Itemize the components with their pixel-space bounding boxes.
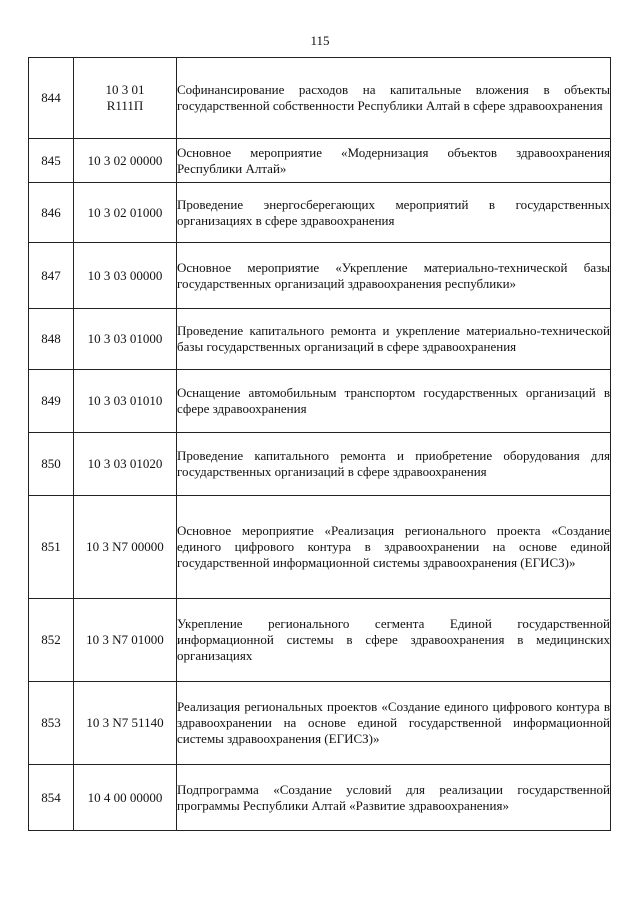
row-number: 846 [29, 183, 74, 243]
row-description: Основное мероприятие «Укрепление материально-технической базы государственных организаций здравоохранения республики» [177, 243, 611, 309]
table-row [29, 243, 611, 309]
table-row [29, 765, 611, 831]
row-description: Проведение капитального ремонта и приобретение оборудования для государственных организаций в сфере здравоохранения [177, 433, 611, 496]
row-number: 849 [29, 370, 74, 433]
row-code: 10 4 00 00000 [74, 765, 177, 831]
row-description: Оснащение автомобильным транспортом государственных организаций в сфере здравоохранения [177, 370, 611, 433]
row-description: Укрепление регионального сегмента Единой государственной информационной системы в сфере здравоохранения в медицинских организациях [177, 599, 611, 682]
row-number: 848 [29, 309, 74, 370]
row-code: 10 3 N7 51140 [74, 682, 177, 765]
row-number: 847 [29, 243, 74, 309]
row-code: 10 3 03 01020 [74, 433, 177, 496]
row-description: Софинансирование расходов на капитальные вложения в объекты государственной собственности Республики Алтай в сфере здравоохранения [177, 58, 611, 139]
table-row [29, 496, 611, 599]
row-code: 10 3 03 01000 [74, 309, 177, 370]
row-description: Реализация региональных проектов «Создание единого цифрового контура в здравоохранении на основе единой государственной информационной системы здравоохранения (ЕГИСЗ)» [177, 682, 611, 765]
table-row [29, 599, 611, 682]
row-description: Основное мероприятие «Реализация регионального проекта «Создание единого цифрового контура в здравоохранении на основе единой государственной информационной системы здравоохранения (ЕГИСЗ)» [177, 496, 611, 599]
table-row [29, 58, 611, 139]
row-code-text: 10 3 01 R111П [105, 82, 145, 113]
row-description: Проведение капитального ремонта и укрепление материально-технической базы государственных организаций в сфере здравоохранения [177, 309, 611, 370]
table-row [29, 370, 611, 433]
row-number: 853 [29, 682, 74, 765]
table-row [29, 682, 611, 765]
row-number: 854 [29, 765, 74, 831]
row-number: 844 [29, 58, 74, 139]
table-row [29, 309, 611, 370]
row-number: 845 [29, 139, 74, 183]
row-code: 10 3 02 00000 [74, 139, 177, 183]
table-row [29, 139, 611, 183]
budget-classification-table [28, 57, 611, 831]
row-code: 10 3 N7 00000 [74, 496, 177, 599]
row-description: Основное мероприятие «Модернизация объектов здравоохранения Республики Алтай» [177, 139, 611, 183]
row-code [74, 58, 177, 139]
row-description: Подпрограмма «Создание условий для реализации государственной программы Республики Алтай «Развитие здравоохранения» [177, 765, 611, 831]
row-code: 10 3 N7 01000 [74, 599, 177, 682]
row-code: 10 3 03 01010 [74, 370, 177, 433]
row-number: 850 [29, 433, 74, 496]
row-number: 852 [29, 599, 74, 682]
row-number: 851 [29, 496, 74, 599]
row-description: Проведение энергосберегающих мероприятий в государственных организациях в сфере здравоохранения [177, 183, 611, 243]
row-code: 10 3 02 01000 [74, 183, 177, 243]
page-number: 115 [310, 33, 330, 48]
table-row [29, 433, 611, 496]
table-row [29, 183, 611, 243]
row-code: 10 3 03 00000 [74, 243, 177, 309]
